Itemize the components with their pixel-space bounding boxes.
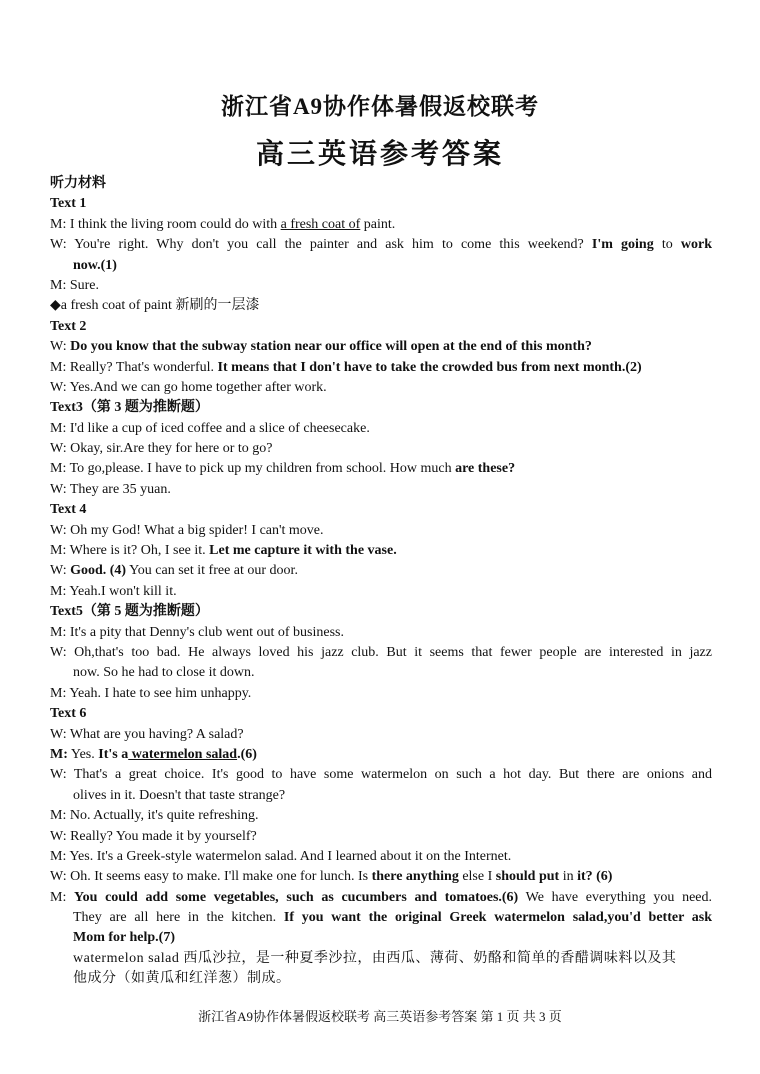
dialogue-line: M: No. Actually, it's quite refreshing. bbox=[50, 808, 259, 824]
text4-heading: Text 4 bbox=[50, 502, 87, 518]
dialogue-line: W: Okay, sir.Are they for here or to go? bbox=[50, 441, 273, 457]
dialogue-line: They are all here in the kitchen. If you want the original Greek watermelon salad,you'd better ask bbox=[73, 910, 712, 926]
text5-heading: Text5（第 5 题为推断题） bbox=[50, 604, 209, 620]
text6-heading: Text 6 bbox=[50, 706, 87, 722]
dialogue-line: M: You could add some vegetables, such as cucumbers and tomatoes.(6) We have everything you need. bbox=[50, 889, 712, 905]
dialogue-line: M: I think the living room could do with a fresh coat of paint. bbox=[50, 216, 396, 232]
text3-heading: Text3（第 3 题为推断题） bbox=[50, 400, 209, 416]
exam-title: 浙江省A9协作体暑假返校联考 bbox=[220, 94, 540, 119]
dialogue-line: M: Really? That's wonderful. It means that I don't have to take the crowded bus from next month.(2) bbox=[50, 359, 642, 375]
dialogue-line: W: Oh,that's too bad. He always loved his jazz club. But it seems that fewer people are interested in jazz bbox=[50, 644, 712, 660]
dialogue-line: W: They are 35 yuan. bbox=[50, 481, 171, 497]
dialogue-line: M: It's a pity that Denny's club went out of business. bbox=[50, 624, 344, 640]
dialogue-line: W: Oh my God! What a big spider! I can't move. bbox=[50, 522, 324, 538]
answer-key-title: 高三英语参考答案 bbox=[255, 139, 504, 170]
dialogue-line: M: Where is it? Oh, I see it. Let me capture it with the vase. bbox=[50, 543, 397, 559]
text2-heading: Text 2 bbox=[50, 318, 87, 334]
dialogue-line: W: Yes.And we can go home together after work. bbox=[50, 379, 327, 395]
dialogue-line: W: What are you having? A salad? bbox=[50, 726, 244, 742]
dialogue-line: Mom for help.(7) bbox=[73, 930, 175, 946]
dialogue-line: W: That's a great choice. It's good to have some watermelon on such a hot day. But there are onions and bbox=[50, 767, 712, 783]
dialogue-line: now.(1) bbox=[73, 257, 117, 273]
dialogue-line: W: Good. (4) You can set it free at our door. bbox=[50, 563, 298, 579]
dialogue-line: W: Really? You made it by yourself? bbox=[50, 828, 257, 844]
vocab-note: ◆a fresh coat of paint 新刷的一层漆 bbox=[50, 298, 260, 314]
dialogue-line: M: Yes. It's a watermelon salad.(6) bbox=[50, 746, 257, 762]
dialogue-line: M: Yes. It's a Greek-style watermelon salad. And I learned about it on the Internet. bbox=[50, 848, 512, 864]
dialogue-line: W: Oh. It seems easy to make. I'll make one for lunch. Is there anything else I should put in it? (6) bbox=[50, 869, 613, 885]
vocab-note: 他成分（如黄瓜和红洋葱）制成。 bbox=[73, 971, 291, 987]
section-heading: 听力材料 bbox=[50, 176, 106, 191]
vocab-note: watermelon salad 西瓜沙拉，是一种夏季沙拉，由西瓜、薄荷、奶酪和简单的香醋调味料以及其 bbox=[73, 950, 677, 966]
dialogue-line: M: I'd like a cup of iced coffee and a slice of cheesecake. bbox=[50, 420, 370, 436]
dialogue-line: olives in it. Doesn't that taste strange? bbox=[73, 787, 286, 803]
dialogue-line: W: You're right. Why don't you call the painter and ask him to come this weekend? I'm going to work bbox=[50, 237, 712, 253]
dialogue-line: M: Yeah.I won't kill it. bbox=[50, 583, 177, 599]
dialogue-line: M: Sure. bbox=[50, 277, 99, 293]
dialogue-line: M: Yeah. I hate to see him unhappy. bbox=[50, 685, 252, 701]
page-footer: 浙江省A9协作体暑假返校联考 高三英语参考答案 第 1 页 共 3 页 bbox=[198, 1009, 562, 1024]
dialogue-line: W: Do you know that the subway station near our office will open at the end of this month? bbox=[50, 339, 592, 355]
text1-heading: Text 1 bbox=[50, 196, 87, 212]
dialogue-line: M: To go,please. I have to pick up my children from school. How much are these? bbox=[50, 461, 516, 477]
dialogue-line: now. So he had to close it down. bbox=[73, 665, 255, 681]
listening-transcript bbox=[50, 174, 712, 990]
